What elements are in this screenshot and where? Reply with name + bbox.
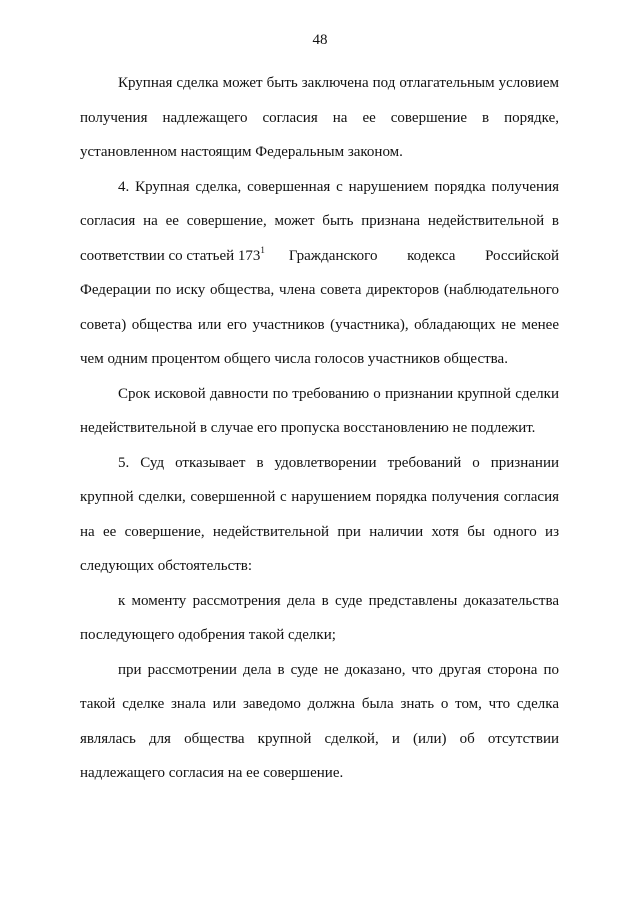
paragraph-conditional-consent (80, 66, 559, 170)
text-line-tail: Гражданского кодекса Российской (288, 247, 559, 264)
text-line: Крупная сделка может быть заключена под отлагательным условием (118, 75, 559, 91)
paragraph-limitation-period (80, 377, 559, 446)
article-reference: соответствии со статьей $173^1$ (80, 244, 265, 264)
text-line: совета) общества или его участников (участника), обладающих не менее (80, 316, 559, 333)
text-line: такой сделке знала или заведомо должна была знать о том, что сделка (80, 696, 559, 712)
paragraph-item-5 (80, 446, 559, 584)
paragraph-not-proven (80, 653, 559, 791)
text-line: получения надлежащего согласия на ее совершение в порядке, (80, 109, 559, 126)
paragraph-item-4 (80, 170, 559, 377)
text-line: при рассмотрении дела в суде не доказано, что другая сторона по (118, 661, 559, 678)
text-line: на ее совершение, недействительной при наличии хотя бы одного из (80, 523, 559, 540)
paragraph-subsequent-approval (80, 584, 559, 653)
article-superscript: 1 (260, 244, 265, 255)
text-line: к моменту рассмотрения дела в суде представлены доказательства (118, 592, 559, 609)
text-line: следующих обстоятельств: (80, 558, 253, 574)
text-line: Федерации по иску общества, члена совета директоров (наблюдательного (80, 282, 559, 298)
text-line-with-footnote (80, 239, 559, 274)
text-line: Срок исковой давности по требованию о признании крупной сделки (118, 385, 559, 402)
text-line: 4. Крупная сделка, совершенная с нарушением порядка получения (118, 178, 559, 195)
text-line: установленном настоящим Федеральным законом. (80, 144, 403, 160)
text-line: крупной сделки, совершенной с нарушением порядка получения согласия (80, 489, 559, 505)
text-line: надлежащего согласия на ее совершение. (80, 765, 344, 781)
text-line: последующего одобрения такой сделки; (80, 627, 336, 643)
text-line: являлась для общества крупной сделкой, и (или) об отсутствии (80, 730, 559, 747)
document-body (80, 66, 559, 791)
text-line: 5. Суд отказывает в удовлетворении требований о признании (118, 454, 559, 471)
page-number: 48 (312, 32, 328, 48)
text-line: недействительной в случае его пропуска восстановлению не подлежит. (80, 420, 536, 436)
text-line: чем одним процентом общего числа голосов участников общества. (80, 351, 508, 367)
text-line: согласия на ее совершение, может быть признана недействительной в (80, 213, 559, 229)
